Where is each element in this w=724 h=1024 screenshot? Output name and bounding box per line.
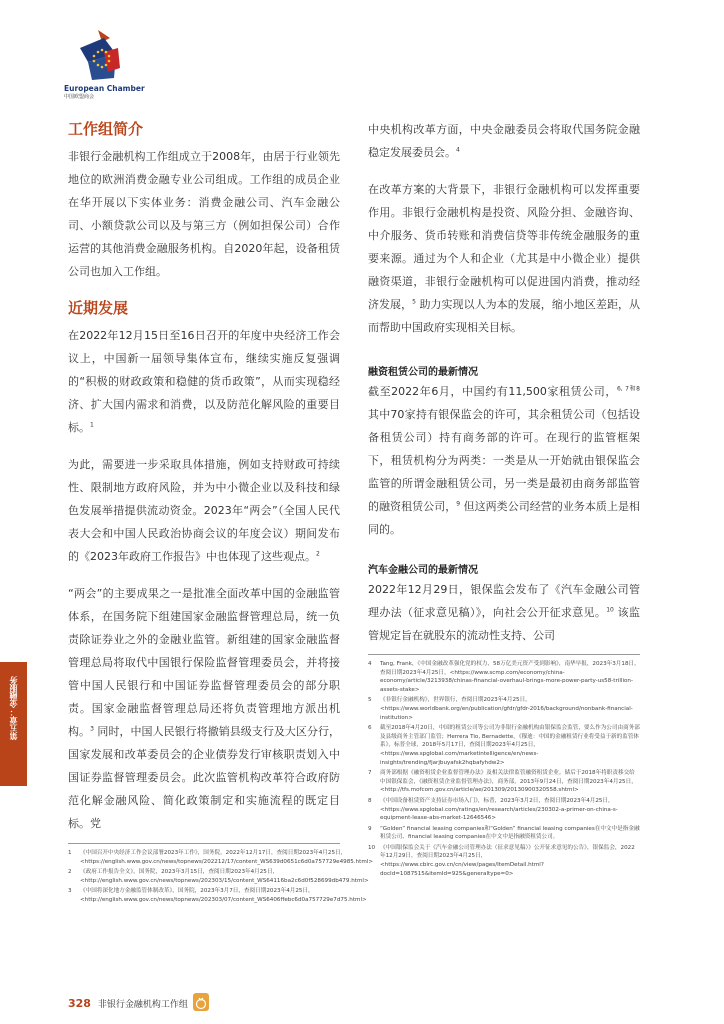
footnote-ref: 2 [316,550,320,558]
right-column [368,118,640,647]
recent-paragraph-2: 为此，需要进一步采取具体措施，例如支持财政可持续性、限制地方政府风险，并为中小微企业以及科技和绿色发展举措提供流动资金。2023年“两会”（全国人民代表大会和中国人民政治协商会议的年度会议）期间发布的《2023年政府工作报告》中也体现了这些观点。$^2$ [68,458,340,563]
left-column [68,118,340,835]
footer-title: 非银行金融机构工作组 [97,1000,188,1010]
footnote-text: Tang, Frank，《中国金融改革强化党的权力，58万亿美元资产受到影响》，南华早报，2023年3月18日，查阅日期2023年4月25日，<https://www.scmp.com/economy/china-economy/article/3213938/chinas-financial-overhaul-brings-more-power-party-us58-trillion-assets-stake> [380,661,640,693]
section-heading-auto-finance: 汽车金融公司的最新情况 [368,565,478,576]
footnote-text: 截至2018年4月20日，中国的租赁公司等公司为非银行金融机构由银保监会监管，要么作为公司由商务部及县级商务主管部门监管；Herrera Tio, Bernadette，《穆迪：中国的金融租赁行业将受益于新的监管体系》，标普全球，2018年5月17日，查阅日期2023年4月25日，<https://www.spglobal.com/marketintelligence/en/news-insights/trending/fjarjbuyafsk2hqbafyhdw2> [380,725,640,766]
footnote-number: 4 [368,661,372,667]
footnote-item [368,660,640,694]
footnote-text: 《中国设备租赁资产支持证券市场入门》，标普，2023年3月2日，查阅日期2023年4月25日，<https://www.spglobal.com/ratings/en/research/articles/230302-a-primer-on-china-s-equipment-lease-abs-market-12646546> [380,797,618,822]
footnote-ref: 5 [412,298,416,306]
footnote-ref: 9 [456,500,461,508]
recent-paragraph-3: “两会”的主要成果之一是批准全面改革中国的金融监管体系，在国务院下组建国家金融监督管理总局，统一负责除证券业之外的金融业监管。新组建的国家金融监督管理总局将取代中国银行保险监督管理委员会，并将接管中国人民银行和中国证券监督管理委员会的部分职责。国家金融监督管理总局还将负责管理地方派出机构。$^3$ 同时，中国人民银行将撤销县级支行及大区分行，国家发展和改革委员会的企业债券发行审核职责划入中国证券监督管理委员会。此次监管机构改革符合政府防范化解金融风险、简化政策制定和实施流程的既定目标。党 [68,587,341,830]
recent-paragraph-1: 在2022年12月15日至16日召开的年度中央经济工作会议上，中国新一届领导集体宣布，继续实施反复强调的“积极的财政政策和稳健的货币政策”，从而实现稳经济、扩大国内需求和消费，以及防范化解风险的重要目标。$^1$ [68,329,340,434]
section-heading-recent: 近期发展 [68,299,129,317]
footnote-number: 8 [368,797,372,804]
footnote-text: 《中国召开中央经济工作会议部署2023年工作》，国务院，2022年12月17日，查阅日期2023年4月25日，<https://english.www.gov.cn/news/topnews/202212/17/content_WS639d0651c6d0a757729e4985.html> [80,850,374,865]
section-heading-leasing: 融资租赁公司的最新情况 [368,367,478,378]
footnote-item [368,844,640,878]
footnote-ref: 6, 7和8 [616,385,640,393]
footnote-item [68,887,367,904]
logo-subname: 中国欧盟商会 [64,94,95,100]
footnote-text: 《非银行金融机构》，世界银行，查阅日期2023年4月25日，<https://www.worldbank.org/en/publication/gfdr/gfdr-2016/background/nonbank-financial-institution> [380,697,633,721]
footnote-number: 2 [68,869,72,876]
footnotes-right [368,660,640,880]
page-number: 328 [68,997,91,1010]
footnote-item [368,797,640,823]
auto-finance-paragraph: 2022年12月29日，银保监会发布了《汽车金融公司管理办法（征求意见稿）》，向社会公开征求意见。$^{10}$ 该监管规定旨在就股东的流动性支持、公司 [368,583,640,642]
logo-text [64,84,145,102]
footnote-number: 3 [68,888,72,895]
footnote-text: 商务部根据《融资租赁企业监督管理办法》及相关法律监管融资租赁企业。储后于2018年将职责移交给中国银保监会，《融资租赁企业监督管理办法》，商务部，2013年9月24日，查阅日期2023年4月25日，<http://tfs.mofcom.gov.cn/article/ae/201309/20130900320558.shtml> [380,770,637,794]
footnote-divider [68,843,340,844]
footnote-number: 10 [368,844,376,851]
footnote-number: 6 [368,725,372,732]
footnote-number: 9 [368,825,372,832]
footnote-divider [368,654,640,655]
money-bag-icon [193,993,209,1011]
chapter-tab [0,662,27,786]
footnote-item [368,724,640,767]
chapter-tab-label: 第五章：金融服务 [9,676,18,740]
footnote-number: 7 [368,770,372,777]
footnote-item [368,825,640,842]
footnote-ref: 10 [606,606,614,614]
right-paragraph-1: 中央机构改革方面，中央金融委员会将取代国务院金融稳定发展委员会。$^4$ [368,123,640,159]
footnote-ref: 4 [456,146,460,154]
footnote-ref: 3 [90,725,94,733]
footnote-ref: 1 [90,421,94,429]
intro-paragraph: 非银行金融机构工作组成立于2008年，由居于行业领先地位的欧洲消费金融专业公司组成。工作组的成员企业在华开展以下实体业务：消费金融公司、汽车金融公司、小额贷款公司以及与第三方（例如担保公司）合作运营的其他消费金融服务机构。自2020年起，设备租赁公司也加入工作组。 [68,150,340,278]
footnote-text: 《中国银保监会关于《汽车金融公司管理办法（征求意见稿）》公开征求意见的公告》，银保监会，2022年12月29日，查阅日期2023年4月25日，<https://www.cbirc.gov.cn/cn/view/pages/ItemDetail.html?docId=1087515&itemId=925&generaltype=0> [380,844,635,877]
footnote-text: “Golden” financial leasing companies和“Golden” financial leasing companies在中文中是指金融租赁公司、financial leasing companies在中文中是指融资租赁公司。 [380,825,640,841]
footnote-item [68,849,374,866]
footnote-text: 《政府工作报告全文》，国务院，2023年3月15日，查阅日期2023年4月25日，<http://english.www.gov.cn/news/topnews/202303/15/content_WS64116ba2c6d0f528699db479.html> [80,869,369,884]
footnote-item [68,868,369,885]
chamber-logo-icon [58,28,148,86]
footnote-item [368,696,640,722]
logo-name: European Chamber [64,84,145,93]
footnotes-left [68,849,374,907]
section-heading-intro: 工作组简介 [68,120,144,138]
leasing-paragraph: 截至2022年6月，中国约有11,500家租赁公司，$^{6, 7和8}$ 其中70家持有银保监会的许可，其余租赁公司（包括设备租赁公司）持有商务部的许可。在现行的监管框架下，租赁机构分为两类：一类是从一开始就由银保监会监管的所谓金融租赁公司，另一类是最初由商务部监管的融资租赁公司，$^9$ 但这两类公司经营的业务本质上是相同的。 [368,385,641,536]
footnote-item [368,769,640,795]
right-paragraph-2: 在改革方案的大背景下，非银行金融机构可以发挥重要作用。非银行金融机构是投资、风险分担、金融咨询、中介服务、货币转账和消费信贷等非传统金融服务的重要来源。通过为个人和企业（尤其是中小微企业）提供融资渠道，非银行金融机构可以促进国内消费，推动经济发展，$^5$ 助力实现以人为本的发展，缩小地区差距，从而帮助中国政府实现相关目标。 [368,183,641,334]
page-footer [68,997,188,1010]
footnote-text: 《中国将深化地方金融监管体制改革》，国务院，2023年3月7日，查阅日期2023年4月25日，<http://english.www.gov.cn/news/topnews/202303/07/content_WS6406ffebc6d0a757729e7d75.html> [80,888,367,903]
footnote-number: 1 [68,850,72,856]
footnote-number: 5 [368,697,372,704]
